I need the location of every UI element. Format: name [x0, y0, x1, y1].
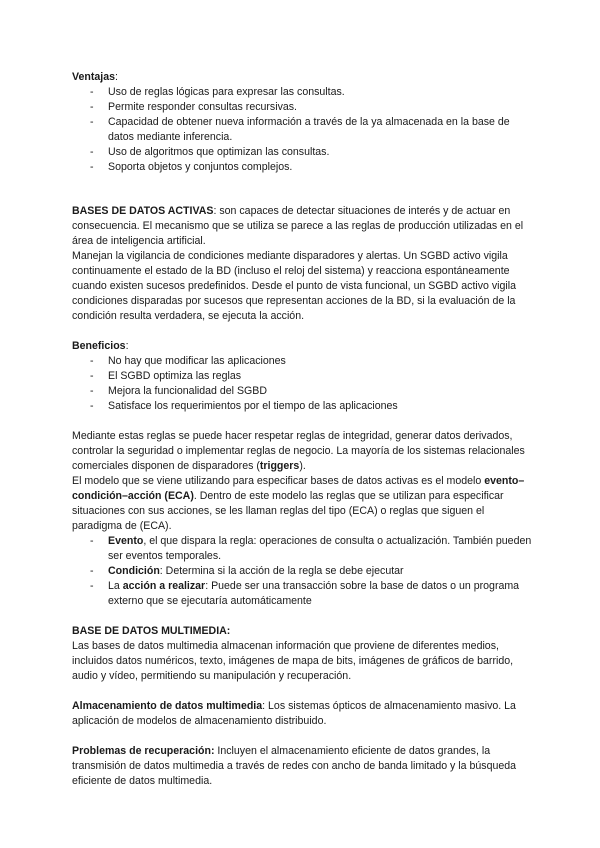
beneficios-item: - No hay que modificar las aplicaciones	[72, 354, 532, 369]
beneficios-item: - El SGBD optimiza las reglas	[72, 369, 532, 384]
activas-intro-text: : son capaces de detectar situaciones de interés y de actuar en consecuencia. El mecanismo que se utiliza se parece a las reglas de producción utilizadas en el área de inteligencia artificial.	[72, 205, 524, 247]
eca-term: evento–condición–acción (ECA)	[72, 475, 525, 502]
multimedia-heading-line	[72, 624, 532, 639]
reglas-p2-text: El modelo que se viene utilizando para especificar bases de datos activas es el modelo	[72, 475, 485, 487]
eca-item	[72, 579, 532, 609]
problemas-paragraph	[72, 744, 532, 789]
ventajas-item: - Permite responder consultas recursivas.	[72, 100, 532, 115]
ventajas-item: - Uso de reglas lógicas para expresar las consultas.	[72, 85, 532, 100]
multimedia-heading: BASE DE DATOS MULTIMEDIA:	[72, 625, 231, 637]
document-page	[72, 70, 532, 789]
ventajas-heading: Ventajas	[72, 71, 115, 83]
activas-intro	[72, 204, 532, 249]
reglas-paragraph-2	[72, 474, 532, 534]
eca-item-text: : Determina si la acción de la regla se debe ejecutar	[159, 565, 404, 577]
ventajas-item: - Capacidad de obtener nueva información a través de la ya almacenada en la base de datos mediante inferencia.	[72, 115, 532, 145]
beneficios-item: - Satisface los requerimientos por el tiempo de las aplicaciones	[72, 399, 532, 414]
beneficios-item: - Mejora la funcionalidad del SGBD	[72, 384, 532, 399]
eca-item-text: : Puede ser una transacción sobre la base de datos o un programa externo que se ejecutaría automáticamente	[108, 580, 520, 607]
eca-item	[72, 564, 532, 579]
reglas-p2-end: . Dentro de este modelo las reglas que se utilizan para especificar situaciones con sus acciones, se les llaman reglas del tipo (ECA) o reglas que siguen el paradigma de (ECA).	[72, 490, 504, 532]
ventajas-item: - Uso de algoritmos que optimizan las consultas.	[72, 145, 532, 160]
multimedia-paragraph: Las bases de datos multimedia almacenan información que proviene de diferentes medios, incluidos datos numéricos, texto, imágenes de mapa de bits, imágenes de gráficos de barrido, audio y vídeo, permitiendo su manipulación y recuperación.	[72, 640, 514, 682]
beneficios-list	[72, 354, 532, 414]
almacenamiento-heading: Almacenamiento de datos multimedia	[72, 700, 263, 712]
reglas-p1-end: ).	[299, 460, 306, 472]
problemas-text: Incluyen el almacenamiento eficiente de datos grandes, la transmisión de datos multimedia a través de redes con ancho de banda limitado y la búsqueda eficiente de datos multimedia.	[72, 745, 517, 787]
activas-paragraph: Manejan la vigilancia de condiciones mediante disparadores y alertas. Un SGBD activo vigila continuamente el estado de la BD (incluso el reloj del sistema) y reacciona espontáneamente cuando existen sucesos predefinidos. Desde el punto de vista funcional, un SGBD activo vigila condiciones disparadas por sucesos que representan acciones de la BD, si la evaluación de la condición resulta verdadera, se ejecuta la acción.	[72, 250, 517, 322]
almacenamiento-paragraph	[72, 699, 532, 729]
eca-item-term: Evento	[108, 535, 144, 547]
beneficios-heading: Beneficios	[72, 340, 126, 352]
eca-item-term: Condición	[108, 565, 160, 577]
problemas-heading: Problemas de recuperación:	[72, 745, 215, 757]
activas-heading: BASES DE DATOS ACTIVAS	[72, 205, 214, 217]
ventajas-list	[72, 85, 532, 175]
eca-item	[72, 534, 532, 564]
eca-list	[72, 534, 532, 609]
beneficios-heading-line: Beneficios:	[72, 340, 129, 352]
almacenamiento-text: : Los sistemas ópticos de almacenamiento masivo. La aplicación de modelos de almacenamiento distribuido.	[72, 700, 516, 727]
ventajas-heading-line: Ventajas:	[72, 71, 118, 83]
triggers-term: triggers	[259, 460, 300, 472]
ventajas-item: - Soporta objetos y conjuntos complejos.	[72, 160, 532, 175]
reglas-p1-text: Mediante estas reglas se puede hacer respetar reglas de integridad, generar datos derivados, controlar la seguridad o implementar reglas de negocio. La mayoría de los sistemas relacionales comerciales disponen de disparadores (	[72, 430, 525, 472]
eca-item-text: , el que dispara la regla: operaciones de consulta o actualización. También pueden ser eventos temporales.	[108, 535, 532, 562]
eca-item-term: acción a realizar	[122, 580, 206, 592]
reglas-paragraph-1	[72, 429, 532, 474]
eca-item-prefix: La	[108, 580, 123, 592]
